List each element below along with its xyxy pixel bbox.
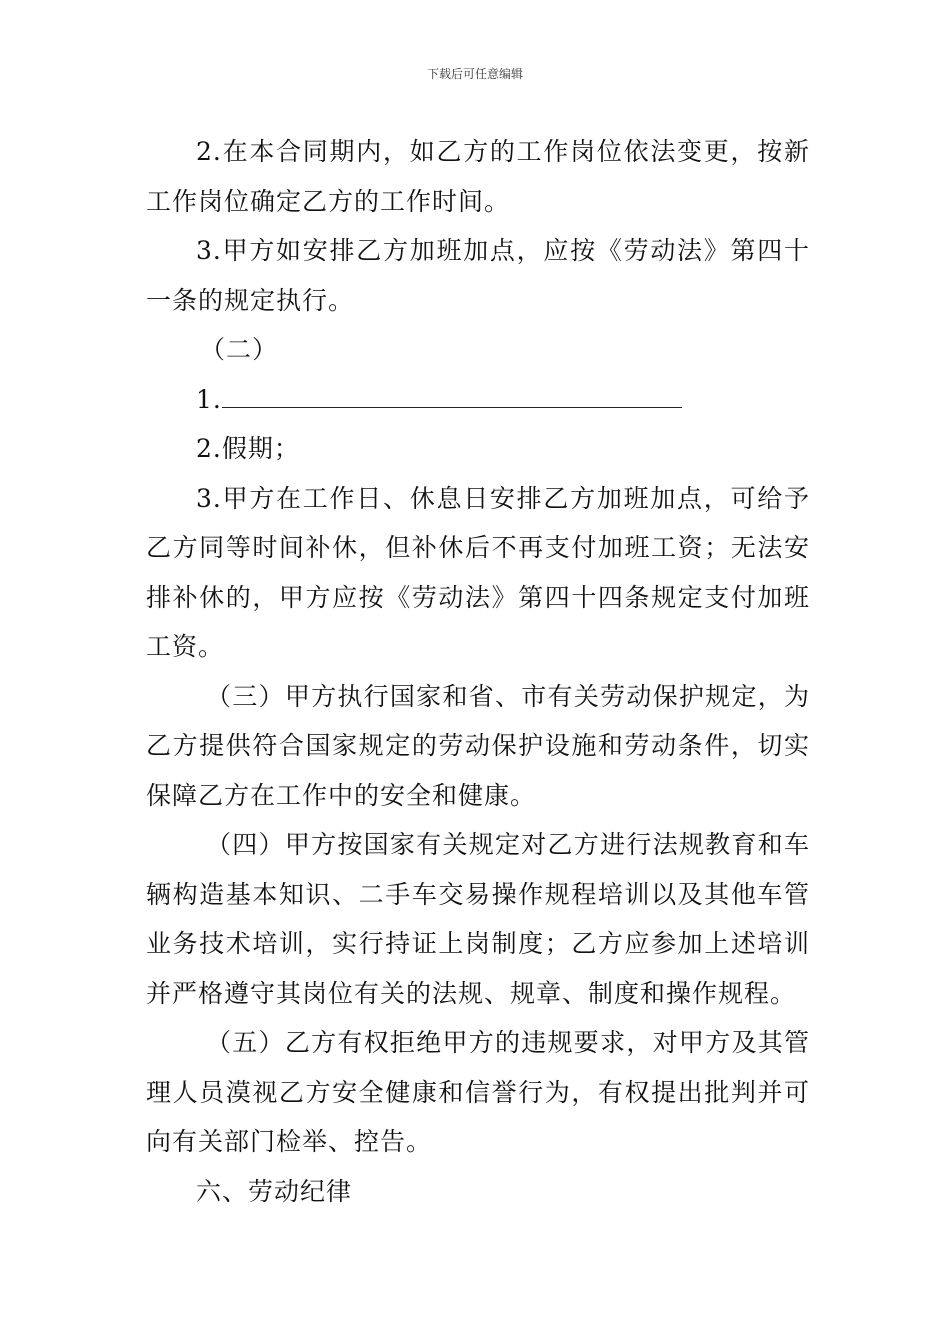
paragraph-labor-protection: （三）甲方执行国家和省、市有关劳动保护规定，为乙方提供符合国家规定的劳动保护设施和劳动条件，切实保障乙方在工作中的安全和健康。 [146, 681, 810, 810]
paragraph-overtime-arrangement: 3.甲方如安排乙方加班加点，应按《劳动法》第四十一条的规定执行。 [146, 236, 810, 315]
paragraph-compensatory-leave: 3.甲方在工作日、休息日安排乙方加班加点，可给予乙方同等时间补休，但补休后不再支付加班工资；无法安排补休的，甲方应按《劳动法》第四十四条规定支付加班工资。 [146, 483, 810, 661]
paragraph-training: （四）甲方按国家有关规定对乙方进行法规教育和车辆构造基本知识、二手车交易操作规程培训以及其他车管业务技术培训，实行持证上岗制度；乙方应参加上述培训并严格遵守其岗位有关的法规、规章、制度和操作规程。 [146, 830, 810, 1008]
paragraph-holidays: 2.假期； [196, 434, 300, 463]
paragraph-right-to-refuse: （五）乙方有权拒绝甲方的违规要求，对甲方及其管理人员漠视乙方安全健康和信誉行为，有权提出批判并可向有关部门检举、控告。 [146, 1028, 810, 1156]
item-number: 1. [196, 384, 222, 414]
paragraph-work-position-change: 2.在本合同期内，如乙方的工作岗位依法变更，按新工作岗位确定乙方的工作时间。 [146, 137, 810, 216]
paragraph-item-1-blank [146, 375, 810, 425]
page-header-note: 下载后可任意编辑 [426, 67, 523, 81]
fill-in-blank-line [222, 385, 682, 408]
document-body [146, 127, 810, 1216]
section-heading-labor-discipline: 六、劳动纪律 [196, 1176, 353, 1206]
section-heading-2: （二） [200, 335, 279, 364]
